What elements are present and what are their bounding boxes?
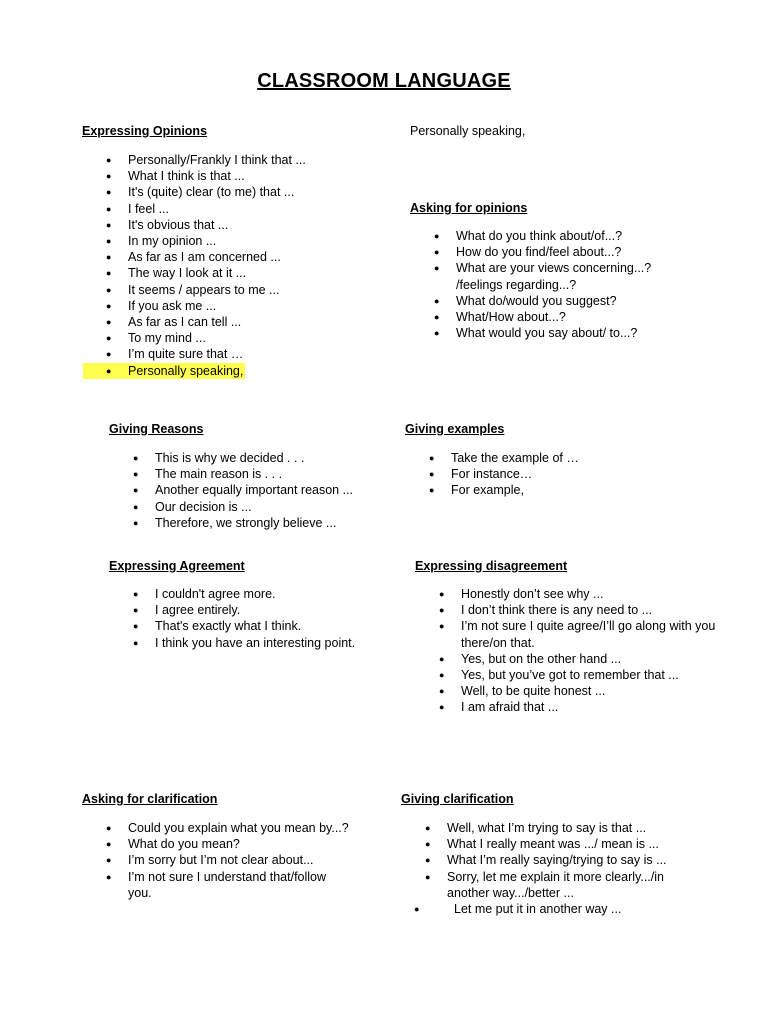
list-item: ● For instance… — [430, 466, 680, 482]
list-item: ● It seems / appears to me ... — [107, 282, 367, 298]
list-item: ● Let me put it in another way ... — [414, 901, 688, 917]
expressing-opinions-list — [107, 152, 367, 379]
list-item: ● The main reason is . . . — [134, 466, 384, 482]
giving-reasons-list — [134, 450, 384, 531]
expressing-opinions-heading: Expressing Opinions — [82, 124, 208, 138]
list-item: ● The way I look at it ... — [107, 265, 367, 281]
list-item: ● I feel ... — [107, 201, 367, 217]
giving-clarification-list — [426, 820, 688, 917]
asking-for-clarification-list — [107, 820, 347, 901]
list-item: ● I’m quite sure that … — [107, 346, 367, 362]
list-item: ● Sorry, let me explain it more clearly.../in another way.../better ... — [426, 869, 688, 901]
expressing-agreement-heading: Expressing Agreement — [109, 559, 245, 573]
list-item: ● I think you have an interesting point. — [134, 635, 384, 651]
asking-for-opinions-heading: Asking for opinions — [410, 201, 528, 215]
list-item: ● What I’m really saying/trying to say is ... — [426, 852, 688, 868]
list-item: ● This is why we decided . . . — [134, 450, 384, 466]
list-item: ● That's exactly what I think. — [134, 618, 384, 634]
list-item: ● Could you explain what you mean by...? — [107, 820, 347, 836]
list-item: ● I don’t think there is any need to ... — [440, 602, 722, 618]
list-item: ● What do/would you suggest? — [435, 293, 675, 309]
list-item: ● Our decision is ... — [134, 499, 384, 515]
list-item: ● If you ask me ... — [107, 298, 367, 314]
asking-for-clarification-heading: Asking for clarification — [82, 792, 218, 806]
expressing-disagreement-heading: Expressing disagreement — [415, 559, 568, 573]
asking-for-opinions-list — [435, 228, 675, 341]
expressing-disagreement-list — [440, 586, 722, 716]
list-item: ● Well, what I’m trying to say is that ... — [426, 820, 688, 836]
list-item: ● What/How about...? — [435, 309, 675, 325]
list-item: ● What I think is that ... — [107, 168, 367, 184]
giving-reasons-heading: Giving Reasons — [109, 422, 204, 436]
list-item: ● I’m sorry but I’m not clear about... — [107, 852, 347, 868]
list-item: ● Yes, but you’ve got to remember that ... — [440, 667, 722, 683]
list-item: ● Therefore, we strongly believe ... — [134, 515, 384, 531]
expressing-agreement-list — [134, 586, 384, 651]
list-item: ● Well, to be quite honest ... — [440, 683, 722, 699]
list-item: ● Yes, but on the other hand ... — [440, 651, 722, 667]
list-item: ● In my opinion ... — [107, 233, 367, 249]
list-item: ● What are your views concerning...? /feelings regarding...? — [435, 260, 675, 292]
highlighted-list-item: ● Personally speaking, — [83, 363, 245, 379]
list-item: ● Honestly don’t see why ... — [440, 586, 722, 602]
list-item: ● Another equally important reason ... — [134, 482, 384, 498]
list-item: ● How do you find/feel about...? — [435, 244, 675, 260]
list-item: ● To my mind ... — [107, 330, 367, 346]
list-item: ● As far as I am concerned ... — [107, 249, 367, 265]
list-item: ● What I really meant was .../ mean is ... — [426, 836, 688, 852]
list-item: ● What would you say about/ to...? — [435, 325, 675, 341]
list-item: ● I’m not sure I quite agree/I’ll go along with you there/on that. — [440, 618, 722, 650]
list-item: ● Take the example of … — [430, 450, 680, 466]
giving-examples-heading: Giving examples — [405, 422, 505, 436]
page-title: CLASSROOM LANGUAGE — [257, 70, 511, 92]
list-item: ● What do you think about/of...? — [435, 228, 675, 244]
list-item: ● I am afraid that ... — [440, 699, 722, 715]
list-item: ● I agree entirely. — [134, 602, 384, 618]
list-item: ● I’m not sure I understand that/follow you. — [107, 869, 347, 901]
list-item: ● Personally/Frankly I think that ... — [107, 152, 367, 168]
list-item: ● For example, — [430, 482, 680, 498]
list-item: ● It's (quite) clear (to me) that ... — [107, 184, 367, 200]
right-note: Personally speaking, — [410, 124, 526, 138]
list-item: ● What do you mean? — [107, 836, 347, 852]
giving-examples-list — [430, 450, 680, 499]
list-item: ● It's obvious that ... — [107, 217, 367, 233]
list-item: ● As far as I can tell ... — [107, 314, 367, 330]
list-item: ● I couldn't agree more. — [134, 586, 384, 602]
giving-clarification-heading: Giving clarification — [401, 792, 514, 806]
